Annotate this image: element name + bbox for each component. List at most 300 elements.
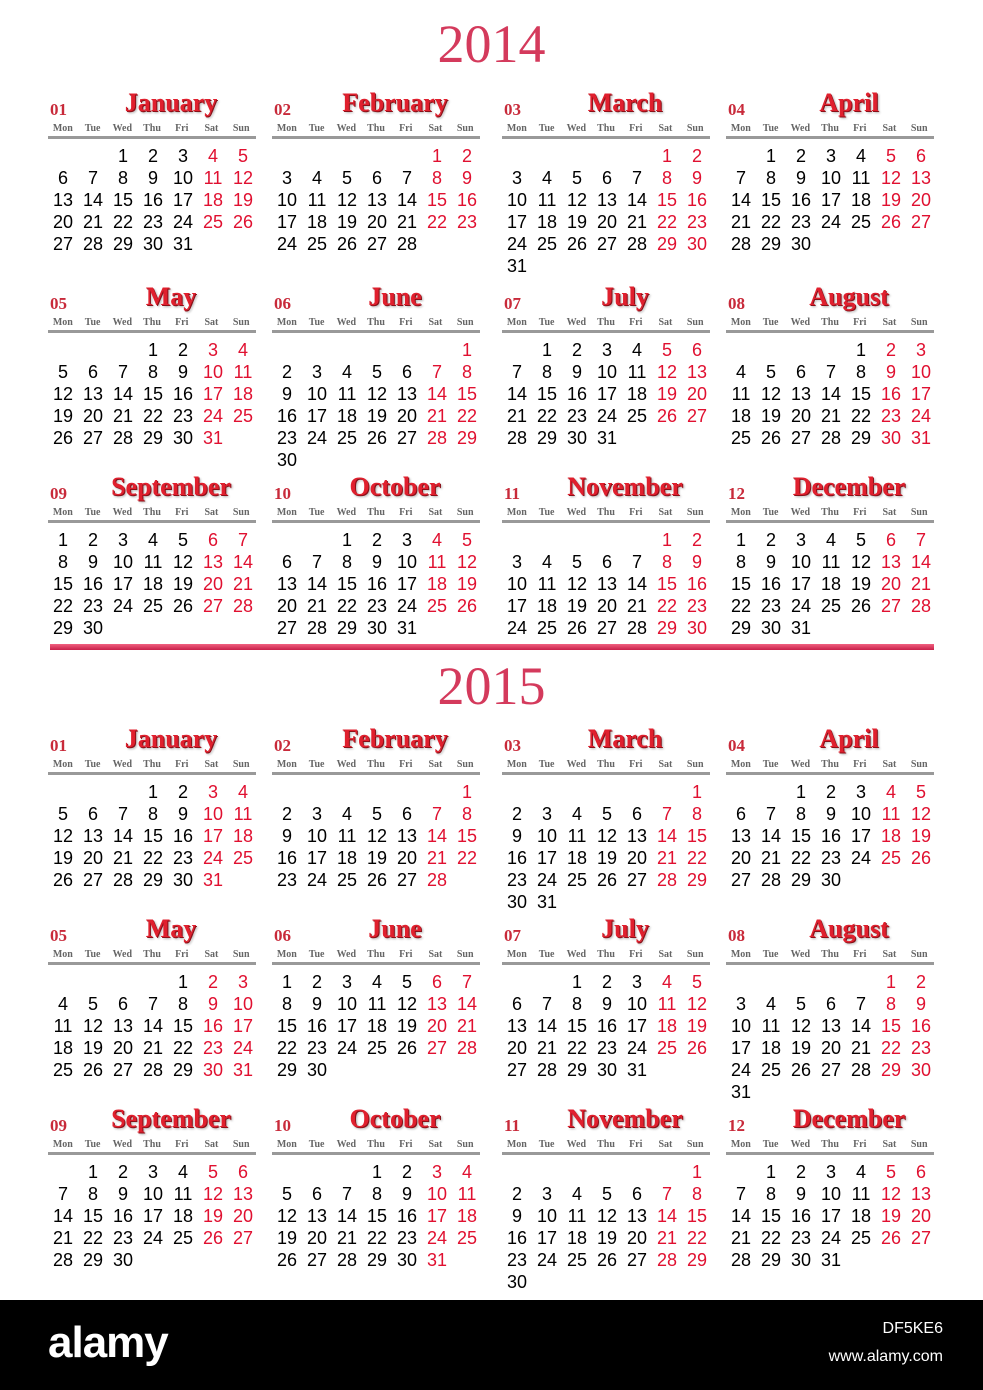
day-cell: 7 — [431, 804, 442, 824]
day-cell: 16 — [566, 384, 588, 404]
weekday-label: Thu — [821, 1139, 839, 1150]
day-cell: 17 — [820, 1206, 842, 1226]
day-cell: 3 — [511, 168, 522, 188]
week-row — [726, 551, 936, 573]
month-number: 03 — [504, 736, 521, 755]
day-cell — [906, 617, 936, 639]
day-cell: 29 — [566, 1060, 588, 1080]
day-cell: 25 — [232, 848, 254, 868]
day-cell: 22 — [336, 596, 358, 616]
day-cell: 24 — [202, 406, 224, 426]
day-cell: 18 — [820, 574, 842, 594]
day-cell: 29 — [656, 234, 678, 254]
week-row — [48, 145, 258, 167]
year-title-2015: 2015 — [437, 656, 546, 716]
day-cell: 28 — [760, 870, 782, 890]
day-cell — [502, 1161, 532, 1183]
week-row — [272, 1161, 482, 1183]
weeks — [500, 339, 712, 449]
day-cell: 26 — [596, 870, 618, 890]
day-cell: 22 — [276, 1038, 298, 1058]
week-row — [726, 145, 936, 167]
site-url: www.alamy.com — [828, 1348, 943, 1365]
day-cell — [622, 427, 652, 449]
day-cell: 31 — [396, 618, 418, 638]
day-cell: 28 — [426, 428, 448, 448]
month-name: July — [601, 914, 649, 943]
day-cell: 14 — [232, 552, 254, 572]
week-row — [502, 1183, 712, 1205]
day-cell: 4 — [855, 1162, 866, 1182]
week-row — [502, 1249, 712, 1271]
weekday-label: Mon — [506, 759, 527, 770]
day-cell: 11 — [657, 994, 677, 1014]
day-cell: 18 — [626, 384, 648, 404]
day-cell: 7 — [631, 552, 642, 572]
month-number: 11 — [504, 484, 521, 503]
day-cell: 7 — [541, 994, 552, 1014]
day-cell: 26 — [850, 596, 872, 616]
weekday-header-row — [48, 506, 256, 523]
day-cell: 29 — [82, 1250, 104, 1270]
day-cell: 28 — [730, 1250, 752, 1270]
day-cell — [302, 339, 332, 361]
day-cell — [78, 781, 108, 803]
day-cell: 27 — [202, 596, 224, 616]
day-cell: 6 — [691, 340, 702, 360]
month-header — [270, 88, 482, 122]
day-cell: 21 — [656, 1228, 678, 1248]
day-cell — [846, 617, 876, 639]
weekday-label: Mon — [52, 123, 73, 134]
month-number: 05 — [50, 926, 67, 945]
day-cell: 8 — [795, 804, 806, 824]
day-cell: 17 — [820, 190, 842, 210]
day-cell: 13 — [730, 826, 752, 846]
day-cell: 25 — [656, 1038, 678, 1058]
day-cell: 17 — [596, 384, 618, 404]
day-cell: 26 — [82, 1060, 104, 1080]
day-cell: 24 — [626, 1038, 648, 1058]
weekday-header-row — [48, 948, 256, 965]
day-cell: 20 — [306, 1228, 328, 1248]
day-cell: 16 — [506, 848, 528, 868]
day-cell: 9 — [461, 168, 472, 188]
weekday-header-row — [726, 948, 934, 965]
weekday-label: Tue — [538, 507, 555, 518]
day-cell: 18 — [760, 1038, 782, 1058]
day-cell: 30 — [276, 450, 298, 470]
day-cell — [108, 339, 138, 361]
day-cell: 30 — [820, 870, 842, 890]
weekday-label: Wed — [566, 949, 587, 960]
day-cell: 17 — [730, 1038, 752, 1058]
weekday-label: Tue — [308, 507, 325, 518]
day-cell: 30 — [596, 1060, 618, 1080]
month-name: January — [124, 88, 218, 117]
day-cell: 27 — [626, 870, 648, 890]
weekday-label: Thu — [143, 123, 161, 134]
day-cell: 24 — [112, 596, 134, 616]
day-cell: 22 — [760, 212, 782, 232]
day-cell: 8 — [461, 804, 472, 824]
day-cell: 23 — [596, 1038, 618, 1058]
day-cell: 25 — [456, 1228, 478, 1248]
day-cell: 1 — [765, 146, 776, 166]
day-cell: 9 — [511, 826, 522, 846]
weekday-label: Wed — [566, 123, 587, 134]
day-cell: 10 — [790, 552, 812, 572]
month-june-2014 — [270, 282, 482, 472]
day-cell: 21 — [626, 212, 648, 232]
weekday-label: Tue — [762, 1139, 779, 1150]
day-cell: 27 — [276, 618, 298, 638]
day-cell — [228, 869, 258, 891]
day-cell: 5 — [57, 362, 68, 382]
weekday-label: Mon — [506, 507, 527, 518]
month-number: 08 — [728, 294, 745, 313]
weekday-label: Thu — [367, 507, 385, 518]
weekday-label: Tue — [762, 123, 779, 134]
day-cell: 6 — [795, 362, 806, 382]
month-header — [500, 282, 712, 316]
week-row — [48, 573, 258, 595]
weekday-label: Mon — [52, 317, 73, 328]
day-cell: 5 — [571, 552, 582, 572]
day-cell: 30 — [396, 1250, 418, 1270]
day-cell — [332, 145, 362, 167]
day-cell: 8 — [341, 552, 352, 572]
weekday-label: Tue — [538, 317, 555, 328]
day-cell: 10 — [202, 804, 224, 824]
day-cell: 15 — [566, 1016, 588, 1036]
day-cell: 13 — [232, 1184, 254, 1204]
week-row — [726, 803, 936, 825]
month-december-2014 — [724, 472, 936, 662]
day-cell: 16 — [596, 1016, 618, 1036]
weeks — [724, 529, 936, 639]
day-cell — [228, 1249, 258, 1271]
weekday-label: Mon — [730, 317, 751, 328]
day-cell: 4 — [237, 340, 248, 360]
day-cell: 26 — [596, 1250, 618, 1270]
weekday-header-row — [48, 122, 256, 139]
day-cell: 9 — [511, 1206, 522, 1226]
day-cell: 9 — [87, 552, 98, 572]
day-cell: 15 — [730, 574, 752, 594]
weekday-label: Fri — [853, 507, 867, 518]
day-cell: 16 — [686, 190, 708, 210]
day-cell: 7 — [401, 168, 412, 188]
week-row — [502, 529, 712, 551]
day-cell — [138, 1249, 168, 1271]
day-cell: 25 — [536, 618, 558, 638]
week-row — [272, 211, 482, 233]
day-cell: 2 — [177, 782, 188, 802]
month-august-2014 — [724, 282, 936, 472]
month-name: September — [111, 1104, 231, 1133]
day-cell: 15 — [760, 1206, 782, 1226]
day-cell: 18 — [656, 1016, 678, 1036]
day-cell: 24 — [910, 406, 932, 426]
month-name: March — [587, 724, 663, 753]
day-cell — [652, 891, 682, 913]
day-cell — [756, 781, 786, 803]
day-cell: 1 — [691, 1162, 702, 1182]
day-cell: 12 — [596, 826, 618, 846]
day-cell: 30 — [686, 234, 708, 254]
day-cell: 8 — [281, 994, 292, 1014]
day-cell: 31 — [596, 428, 618, 448]
day-cell: 28 — [656, 870, 678, 890]
day-cell — [562, 145, 592, 167]
day-cell: 6 — [631, 1184, 642, 1204]
day-cell: 22 — [850, 406, 872, 426]
day-cell: 22 — [790, 848, 812, 868]
day-cell: 19 — [790, 1038, 812, 1058]
day-cell: 6 — [735, 804, 746, 824]
weekday-header-row — [272, 1138, 480, 1155]
day-cell: 18 — [850, 190, 872, 210]
day-cell: 4 — [371, 972, 382, 992]
weekday-label: Sun — [232, 507, 250, 518]
day-cell: 11 — [233, 362, 253, 382]
day-cell: 30 — [910, 1060, 932, 1080]
day-cell — [228, 427, 258, 449]
weekday-label: Thu — [821, 317, 839, 328]
day-cell: 16 — [760, 574, 782, 594]
day-cell: 16 — [790, 190, 812, 210]
day-cell: 18 — [850, 1206, 872, 1226]
day-cell: 16 — [142, 190, 164, 210]
day-cell — [362, 781, 392, 803]
day-cell: 26 — [232, 212, 254, 232]
week-row — [48, 803, 258, 825]
day-cell — [592, 529, 622, 551]
day-cell: 30 — [790, 234, 812, 254]
day-cell — [362, 1059, 392, 1081]
day-cell — [592, 1271, 622, 1293]
weeks — [46, 781, 258, 891]
day-cell: 17 — [910, 384, 932, 404]
day-cell: 13 — [910, 168, 932, 188]
day-cell: 30 — [686, 618, 708, 638]
day-cell — [846, 971, 876, 993]
day-cell: 25 — [850, 212, 872, 232]
day-cell — [756, 1081, 786, 1103]
weekday-label: Tue — [84, 759, 101, 770]
week-row — [502, 427, 712, 449]
day-cell: 21 — [730, 1228, 752, 1248]
day-cell: 1 — [431, 146, 442, 166]
weekday-label: Sat — [658, 949, 673, 960]
day-cell — [48, 145, 78, 167]
day-cell — [532, 1161, 562, 1183]
day-cell: 28 — [910, 596, 932, 616]
day-cell: 2 — [281, 362, 292, 382]
day-cell: 21 — [536, 1038, 558, 1058]
day-cell: 29 — [142, 428, 164, 448]
day-cell: 16 — [306, 1016, 328, 1036]
day-cell: 12 — [232, 168, 254, 188]
day-cell: 30 — [202, 1060, 224, 1080]
day-cell — [422, 449, 452, 471]
day-cell — [332, 1059, 362, 1081]
week-row — [272, 361, 482, 383]
day-cell — [906, 869, 936, 891]
week-row — [272, 167, 482, 189]
day-cell: 21 — [112, 848, 134, 868]
weekday-label: Fri — [629, 949, 643, 960]
day-cell: 10 — [396, 552, 418, 572]
week-row — [726, 339, 936, 361]
weekday-header-row — [48, 1138, 256, 1155]
weekday-label: Sat — [428, 123, 443, 134]
day-cell — [682, 1059, 712, 1081]
week-row — [502, 255, 712, 277]
day-cell: 23 — [82, 596, 104, 616]
weekday-label: Wed — [566, 507, 587, 518]
day-cell: 1 — [661, 146, 672, 166]
day-cell: 11 — [307, 190, 327, 210]
weekday-header-row — [726, 316, 934, 333]
day-cell: 23 — [276, 870, 298, 890]
day-cell: 26 — [880, 212, 902, 232]
week-row — [726, 1161, 936, 1183]
day-cell: 16 — [686, 574, 708, 594]
day-cell: 26 — [910, 848, 932, 868]
day-cell: 6 — [57, 168, 68, 188]
month-november-2014 — [500, 472, 712, 662]
day-cell: 28 — [456, 1038, 478, 1058]
month-number: 08 — [728, 926, 745, 945]
day-cell: 14 — [626, 574, 648, 594]
day-cell: 3 — [117, 530, 128, 550]
month-header — [46, 282, 258, 316]
day-cell — [532, 1271, 562, 1293]
day-cell: 5 — [855, 530, 866, 550]
day-cell: 31 — [820, 1250, 842, 1270]
day-cell: 13 — [112, 1016, 134, 1036]
day-cell: 14 — [656, 1206, 678, 1226]
day-cell: 6 — [401, 804, 412, 824]
day-cell: 1 — [117, 146, 128, 166]
day-cell: 4 — [885, 782, 896, 802]
week-row — [726, 383, 936, 405]
day-cell — [422, 617, 452, 639]
day-cell: 15 — [112, 190, 134, 210]
day-cell: 14 — [112, 384, 134, 404]
day-cell: 8 — [541, 362, 552, 382]
day-cell: 1 — [371, 1162, 382, 1182]
day-cell: 29 — [760, 1250, 782, 1270]
day-cell: 24 — [820, 212, 842, 232]
day-cell: 14 — [142, 1016, 164, 1036]
day-cell: 17 — [506, 212, 528, 232]
day-cell: 28 — [112, 870, 134, 890]
day-cell: 2 — [511, 1184, 522, 1204]
day-cell: 9 — [281, 826, 292, 846]
weeks — [500, 529, 712, 639]
weekday-label: Fri — [853, 123, 867, 134]
day-cell: 7 — [855, 994, 866, 1014]
day-cell: 17 — [306, 848, 328, 868]
day-cell: 25 — [880, 848, 902, 868]
weekday-label: Sat — [428, 759, 443, 770]
day-cell: 8 — [147, 804, 158, 824]
week-row — [272, 449, 482, 471]
day-cell: 29 — [172, 1060, 194, 1080]
weekday-label: Sun — [686, 507, 704, 518]
day-cell: 18 — [336, 848, 358, 868]
weeks — [46, 1161, 258, 1271]
day-cell: 29 — [686, 1250, 708, 1270]
day-cell: 23 — [686, 596, 708, 616]
day-cell: 20 — [276, 596, 298, 616]
week-row — [502, 1059, 712, 1081]
day-cell: 16 — [506, 1228, 528, 1248]
weekday-label: Sat — [882, 1139, 897, 1150]
day-cell: 19 — [760, 406, 782, 426]
day-cell: 5 — [281, 1184, 292, 1204]
day-cell: 1 — [461, 340, 472, 360]
weekday-label: Sat — [204, 1139, 219, 1150]
day-cell: 29 — [686, 870, 708, 890]
day-cell: 9 — [281, 384, 292, 404]
day-cell — [682, 1271, 712, 1293]
day-cell: 27 — [306, 1250, 328, 1270]
month-april-2014 — [724, 88, 936, 278]
day-cell: 28 — [112, 428, 134, 448]
weekday-label: Thu — [367, 1139, 385, 1150]
day-cell — [392, 145, 422, 167]
day-cell: 13 — [202, 552, 224, 572]
day-cell: 30 — [760, 618, 782, 638]
day-cell — [592, 145, 622, 167]
day-cell — [816, 233, 846, 255]
day-cell: 17 — [202, 826, 224, 846]
day-cell: 15 — [276, 1016, 298, 1036]
day-cell — [726, 971, 756, 993]
day-cell: 12 — [172, 552, 194, 572]
weeks — [724, 339, 936, 449]
day-cell: 3 — [207, 340, 218, 360]
day-cell: 20 — [366, 212, 388, 232]
weekday-label: Mon — [730, 949, 751, 960]
day-cell: 1 — [571, 972, 582, 992]
day-cell: 24 — [730, 1060, 752, 1080]
day-cell — [362, 145, 392, 167]
weekday-label: Sun — [686, 123, 704, 134]
day-cell: 4 — [147, 530, 158, 550]
day-cell: 10 — [626, 994, 648, 1014]
month-name: May — [145, 282, 197, 311]
day-cell: 2 — [207, 972, 218, 992]
day-cell — [562, 1161, 592, 1183]
day-cell: 19 — [880, 1206, 902, 1226]
day-cell: 11 — [881, 804, 901, 824]
month-name: February — [342, 88, 448, 117]
day-cell: 30 — [112, 1250, 134, 1270]
day-cell: 21 — [306, 596, 328, 616]
day-cell: 13 — [82, 826, 104, 846]
week-row — [48, 617, 258, 639]
day-cell: 25 — [730, 428, 752, 448]
day-cell: 9 — [371, 552, 382, 572]
weeks — [500, 1161, 712, 1293]
weekday-label: Mon — [730, 759, 751, 770]
day-cell — [502, 529, 532, 551]
